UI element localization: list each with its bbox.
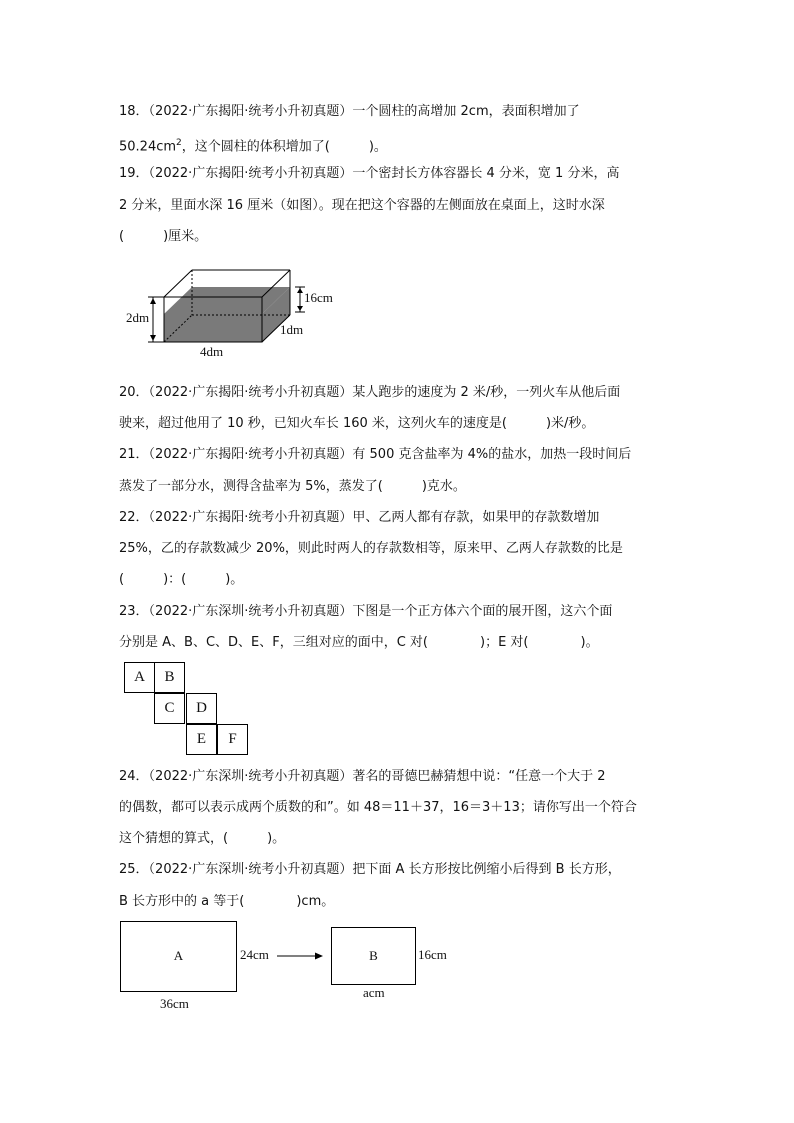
label-acm: acm [363, 985, 385, 1000]
q18-line2: $50.24cm^2$，这个圆柱的体积增加了( )。 [119, 138, 387, 155]
q21-line1: 21．（2022·广东揭阳·统考小升初真题）有 500 克含盐率为 4%的盐水，加热一段时间后 [119, 447, 632, 462]
net-cell-b: B [154, 662, 185, 693]
net-cell-c: C [154, 693, 185, 724]
label-16cm: 16cm [304, 290, 333, 305]
rectangle-a: A [120, 921, 237, 992]
q19-line1: 19．（2022·广东揭阳·统考小升初真题）一个密封长方体容器长 4 分米，宽 1 分米，高 [119, 166, 620, 181]
net-cell-d: D [186, 693, 217, 724]
q22-line3: ( )：( )。 [119, 572, 244, 587]
q19-box-figure [120, 262, 350, 362]
label-36cm: 36cm [160, 996, 189, 1011]
net-cell-f: F [217, 724, 248, 755]
q23-line2: 分别是 A、B、C、D、E、F，三组对应的面中，C 对( )；E 对( )。 [119, 635, 599, 650]
net-cell-a: A [124, 662, 155, 693]
q21-line2: 蒸发了一部分水，测得含盐率为 5%，蒸发了( )克水。 [119, 479, 466, 494]
label-4dm: 4dm [200, 344, 224, 359]
net-cell-e: E [186, 724, 217, 755]
q23-line1: 23．（2022·广东深圳·统考小升初真题）下图是一个正方体六个面的展开图，这六个面 [119, 604, 613, 619]
q24-line3: 这个猜想的算式，( )。 [119, 831, 286, 846]
q22-line1: 22．（2022·广东揭阳·统考小升初真题）甲、乙两人都有存款，如果甲的存款数增加 [119, 510, 600, 525]
q20-line2: 驶来，超过他用了 10 秒，已知火车长 160 米，这列火车的速度是( )米/秒。 [119, 416, 595, 431]
label-24cm: 24cm [240, 947, 269, 962]
q19-line2: 2 分米，里面水深 16 厘米（如图）。现在把这个容器的左侧面放在桌面上，这时水深 [119, 198, 605, 213]
right-arrow-icon [275, 950, 325, 962]
q22-line2: 25%，乙的存款数减少 20%，则此时两人的存款数相等，原来甲、乙两人存款数的比是 [119, 541, 623, 556]
label-16cm-b: 16cm [418, 947, 447, 962]
q18-line1: 18．（2022·广东揭阳·统考小升初真题）一个圆柱的高增加 2cm，表面积增加了 [119, 104, 580, 119]
q20-line1: 20．（2022·广东揭阳·统考小升初真题）某人跑步的速度为 2 米/秒，一列火车从他后面 [119, 385, 621, 400]
q25-line1: 25．（2022·广东深圳·统考小升初真题）把下面 A 长方形按比例缩小后得到 B 长方形， [119, 862, 621, 877]
q25-line2: B 长方形中的 a 等于( )cm。 [119, 894, 335, 909]
label-2dm: 2dm [126, 310, 150, 325]
q24-line1: 24．（2022·广东深圳·统考小升初真题）著名的哥德巴赫猜想中说：“任意一个大于 2 [119, 769, 606, 784]
label-1dm: 1dm [280, 322, 304, 337]
q24-line2: 的偶数，都可以表示成两个质数的和”。如 48＝11＋37，16＝3＋13；请你写出一个符合 [119, 800, 637, 815]
q19-line3: ( )厘米。 [119, 229, 208, 244]
rectangle-b: B [331, 927, 416, 985]
